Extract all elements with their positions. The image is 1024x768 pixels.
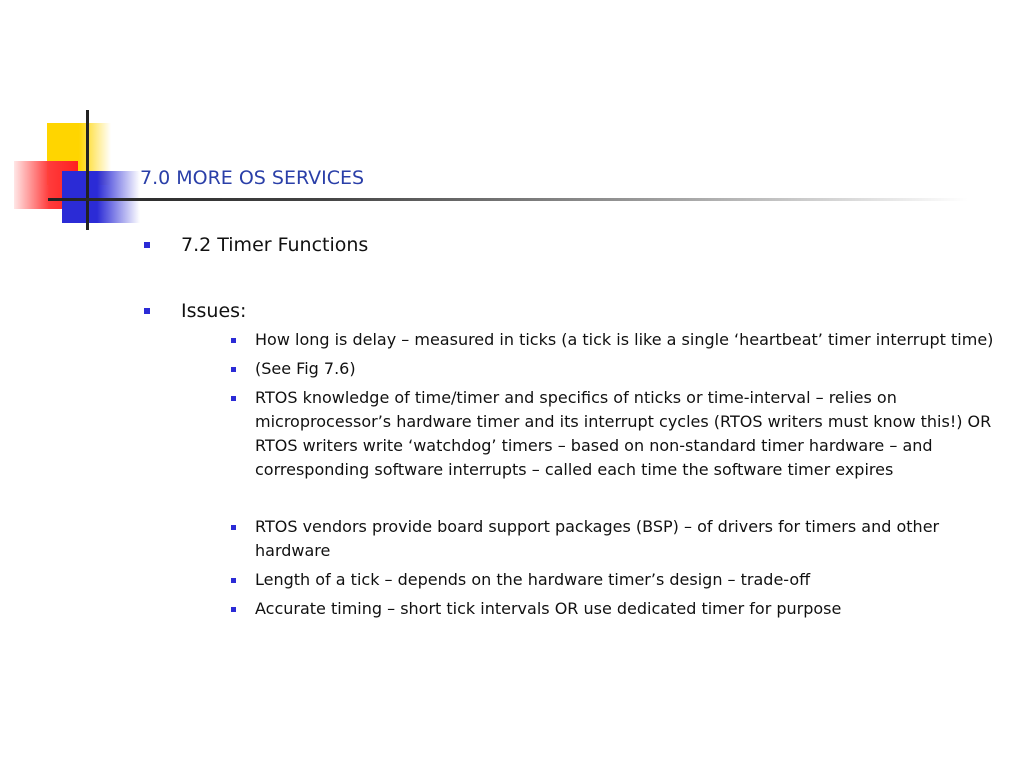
sub-bullet-item (231, 328, 1002, 352)
square-bullet-icon (231, 607, 236, 612)
slide-content (142, 232, 1002, 626)
sub-bullet-text: RTOS vendors provide board support packages (BSP) – of drivers for timers and other hardware (255, 517, 940, 560)
sub-bullet-text: (See Fig 7.6) (255, 359, 356, 378)
square-bullet-icon (144, 242, 150, 248)
sub-bullet-item (231, 515, 1002, 563)
vertical-divider (86, 110, 89, 230)
sub-bullet-item (231, 597, 1002, 621)
square-bullet-icon (144, 308, 150, 314)
blue-square (62, 171, 140, 223)
sub-bullet-item (231, 357, 1002, 381)
sub-bullet-text: RTOS knowledge of time/timer and specifics of nticks or time-interval – relies on microprocessor’s hardware timer and its interrupt cycles (RTOS writers must know this!) OR RTOS writers write ‘watchdog’ timers – based on non-standard timer hardware – and corresponding software interrupts – called each time the software timer expires (255, 388, 992, 479)
sub-bullet-text: Length of a tick – depends on the hardware timer’s design – trade-off (255, 570, 811, 589)
bullet-item (142, 298, 1002, 621)
square-bullet-icon (231, 367, 236, 372)
decorative-logo (0, 0, 140, 240)
sub-bullet-item (231, 568, 1002, 592)
square-bullet-icon (231, 338, 236, 343)
square-bullet-icon (231, 578, 236, 583)
square-bullet-icon (231, 396, 236, 401)
bullet-text: Issues: (181, 300, 247, 322)
sub-bullet-text: Accurate timing – short tick intervals OR use dedicated timer for purpose (255, 599, 842, 618)
square-bullet-icon (231, 525, 236, 530)
title-underline (48, 198, 968, 201)
bullet-text: 7.2 Timer Functions (181, 234, 369, 256)
sub-bullet-text: How long is delay – measured in ticks (a tick is like a single ‘heartbeat’ timer interrupt time) (255, 330, 994, 349)
sub-bullet-list (231, 328, 1002, 621)
sub-bullet-item (231, 386, 1002, 482)
bullet-item (142, 232, 1002, 258)
slide-title: 7.0 MORE OS SERVICES (140, 167, 365, 189)
bullet-list (142, 232, 1002, 621)
